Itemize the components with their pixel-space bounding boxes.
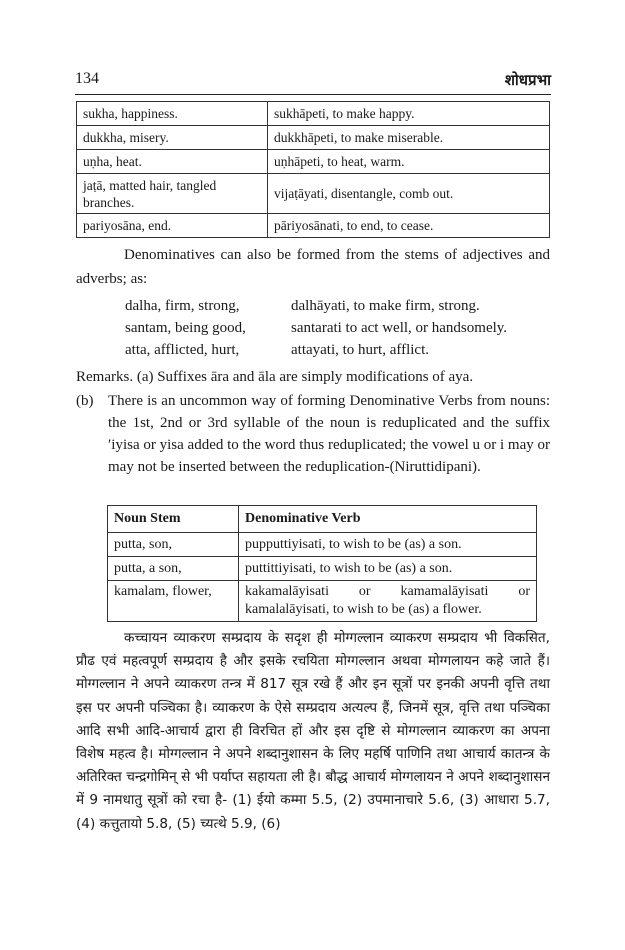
item-text: There is an uncommon way of forming Denominative Verbs from nouns: the 1st, 2nd or 3rd syllable of the noun is reduplicated and the suffix ′iyisa or yisa added to the word thus reduplicated; the vowel u or i may or may not be inserted between the reduplication-(Niruttidipani). [108, 393, 550, 475]
table-row [77, 102, 550, 126]
table-cell: puttittiyisati, to wish to be (as) a son. [239, 557, 537, 581]
table-cell: pariyosāna, end. [77, 214, 268, 238]
table-row [77, 214, 550, 238]
hindi-paragraph: कच्चायन व्याकरण सम्प्रदाय के सदृश ही मोग्गल्लान व्याकरण सम्प्रदाय भी विकसित, प्रौढ एवं महत्वपूर्ण सम्प्रदाय है और इसके रचयिता मोग्गल्लान अथवा मोग्गलायन कहे जाते हैं। मोग्गल्लान ने अपने व्याकरण तन्त्र में 817 सूत्र रखे हैं और इन सूत्रों पर इनकी अपनी वृत्ति तथा इस पर अपनी पञ्चिका है। व्याकरण के ऐसे सम्प्रदाय अत्यल्प हैं, जिनमें सूत्र, वृत्ति तथा पञ्चिका आदि सभी आदि-आचार्य द्वारा ही विरचित हों और इस दृष्टि से मोग्गल्लान व्याकरण का अपना विशेष महत्व है। मोग्गल्लान ने अपने शब्दानुशासन के लिए महर्षि पाणिनि तथा आचार्य कातन्त्र के अतिरिक्त चन्द्रगोमिन् से भी पर्याप्त सहायता ली है। बौद्ध आचार्य मोग्गलायन ने अपने शब्दानुशासन में 9 नामधातु सूत्रों को रचा है- (1) ईयो कम्मा 5.5, (2) उपमानाचारे 5.6, (3) आधारा 5.7, (4) कत्तुतायो 5.8, (5) च्यत्थे 5.9, (6) [76, 630, 550, 832]
example-stem: santam, being good, [125, 320, 246, 336]
table-cell: vijaṭāyati, disentangle, comb out. [268, 174, 550, 214]
example-verb: santarati to act well, or handsomely. [291, 320, 508, 336]
page-header [75, 68, 551, 95]
table-cell: uṇha, heat. [77, 150, 268, 174]
example-stem: atta, afflicted, hurt, [125, 342, 240, 358]
table-row [108, 581, 537, 622]
running-head: शोधप्रभा [504, 73, 551, 89]
table-row [108, 533, 537, 557]
table-cell: uṇhāpeti, to heat, warm. [268, 150, 550, 174]
paragraph-denominatives-adjectives: Denominatives can also be formed from the stems of adjectives and adverbs; as: [76, 247, 550, 287]
remarks-paragraph: Remarks. (a) Suffixes āra and āla are simply modifications of aya. [76, 369, 474, 385]
remark-item-b [76, 390, 550, 478]
table-cell: sukha, happiness. [77, 102, 268, 126]
table-cell: putta, a son, [108, 557, 239, 581]
denominative-examples-table [76, 101, 550, 238]
table-cell: kamalam, flower, [108, 581, 239, 622]
table-cell: pāriyosānati, to end, to cease. [268, 214, 550, 238]
table-cell: dukkha, misery. [77, 126, 268, 150]
table-cell: kakamalāyisati or kamamalāyisati or kamalalāyisati, to wish to be (as) a flower. [239, 581, 537, 622]
column-header: Denominative Verb [239, 506, 537, 533]
example-verb: dalhāyati, to make firm, strong. [291, 298, 480, 314]
table-cell: jaṭā, matted hair, tangled branches. [77, 174, 268, 214]
noun-stem-table [107, 505, 537, 622]
item-label: (b) [76, 393, 94, 409]
page-number: 134 [75, 70, 99, 87]
table-header-row [108, 506, 537, 533]
table-row [108, 557, 537, 581]
table-cell: pupputtiyisati, to wish to be (as) a son. [239, 533, 537, 557]
table-row [77, 126, 550, 150]
example-verb: attayati, to hurt, afflict. [291, 342, 430, 358]
table-row [77, 150, 550, 174]
column-header: Noun Stem [108, 506, 239, 533]
example-stem: dalha, firm, strong, [125, 298, 240, 314]
table-cell: sukhāpeti, to make happy. [268, 102, 550, 126]
table-row [77, 174, 550, 214]
table-cell: putta, son, [108, 533, 239, 557]
table-cell: dukkhāpeti, to make miserable. [268, 126, 550, 150]
